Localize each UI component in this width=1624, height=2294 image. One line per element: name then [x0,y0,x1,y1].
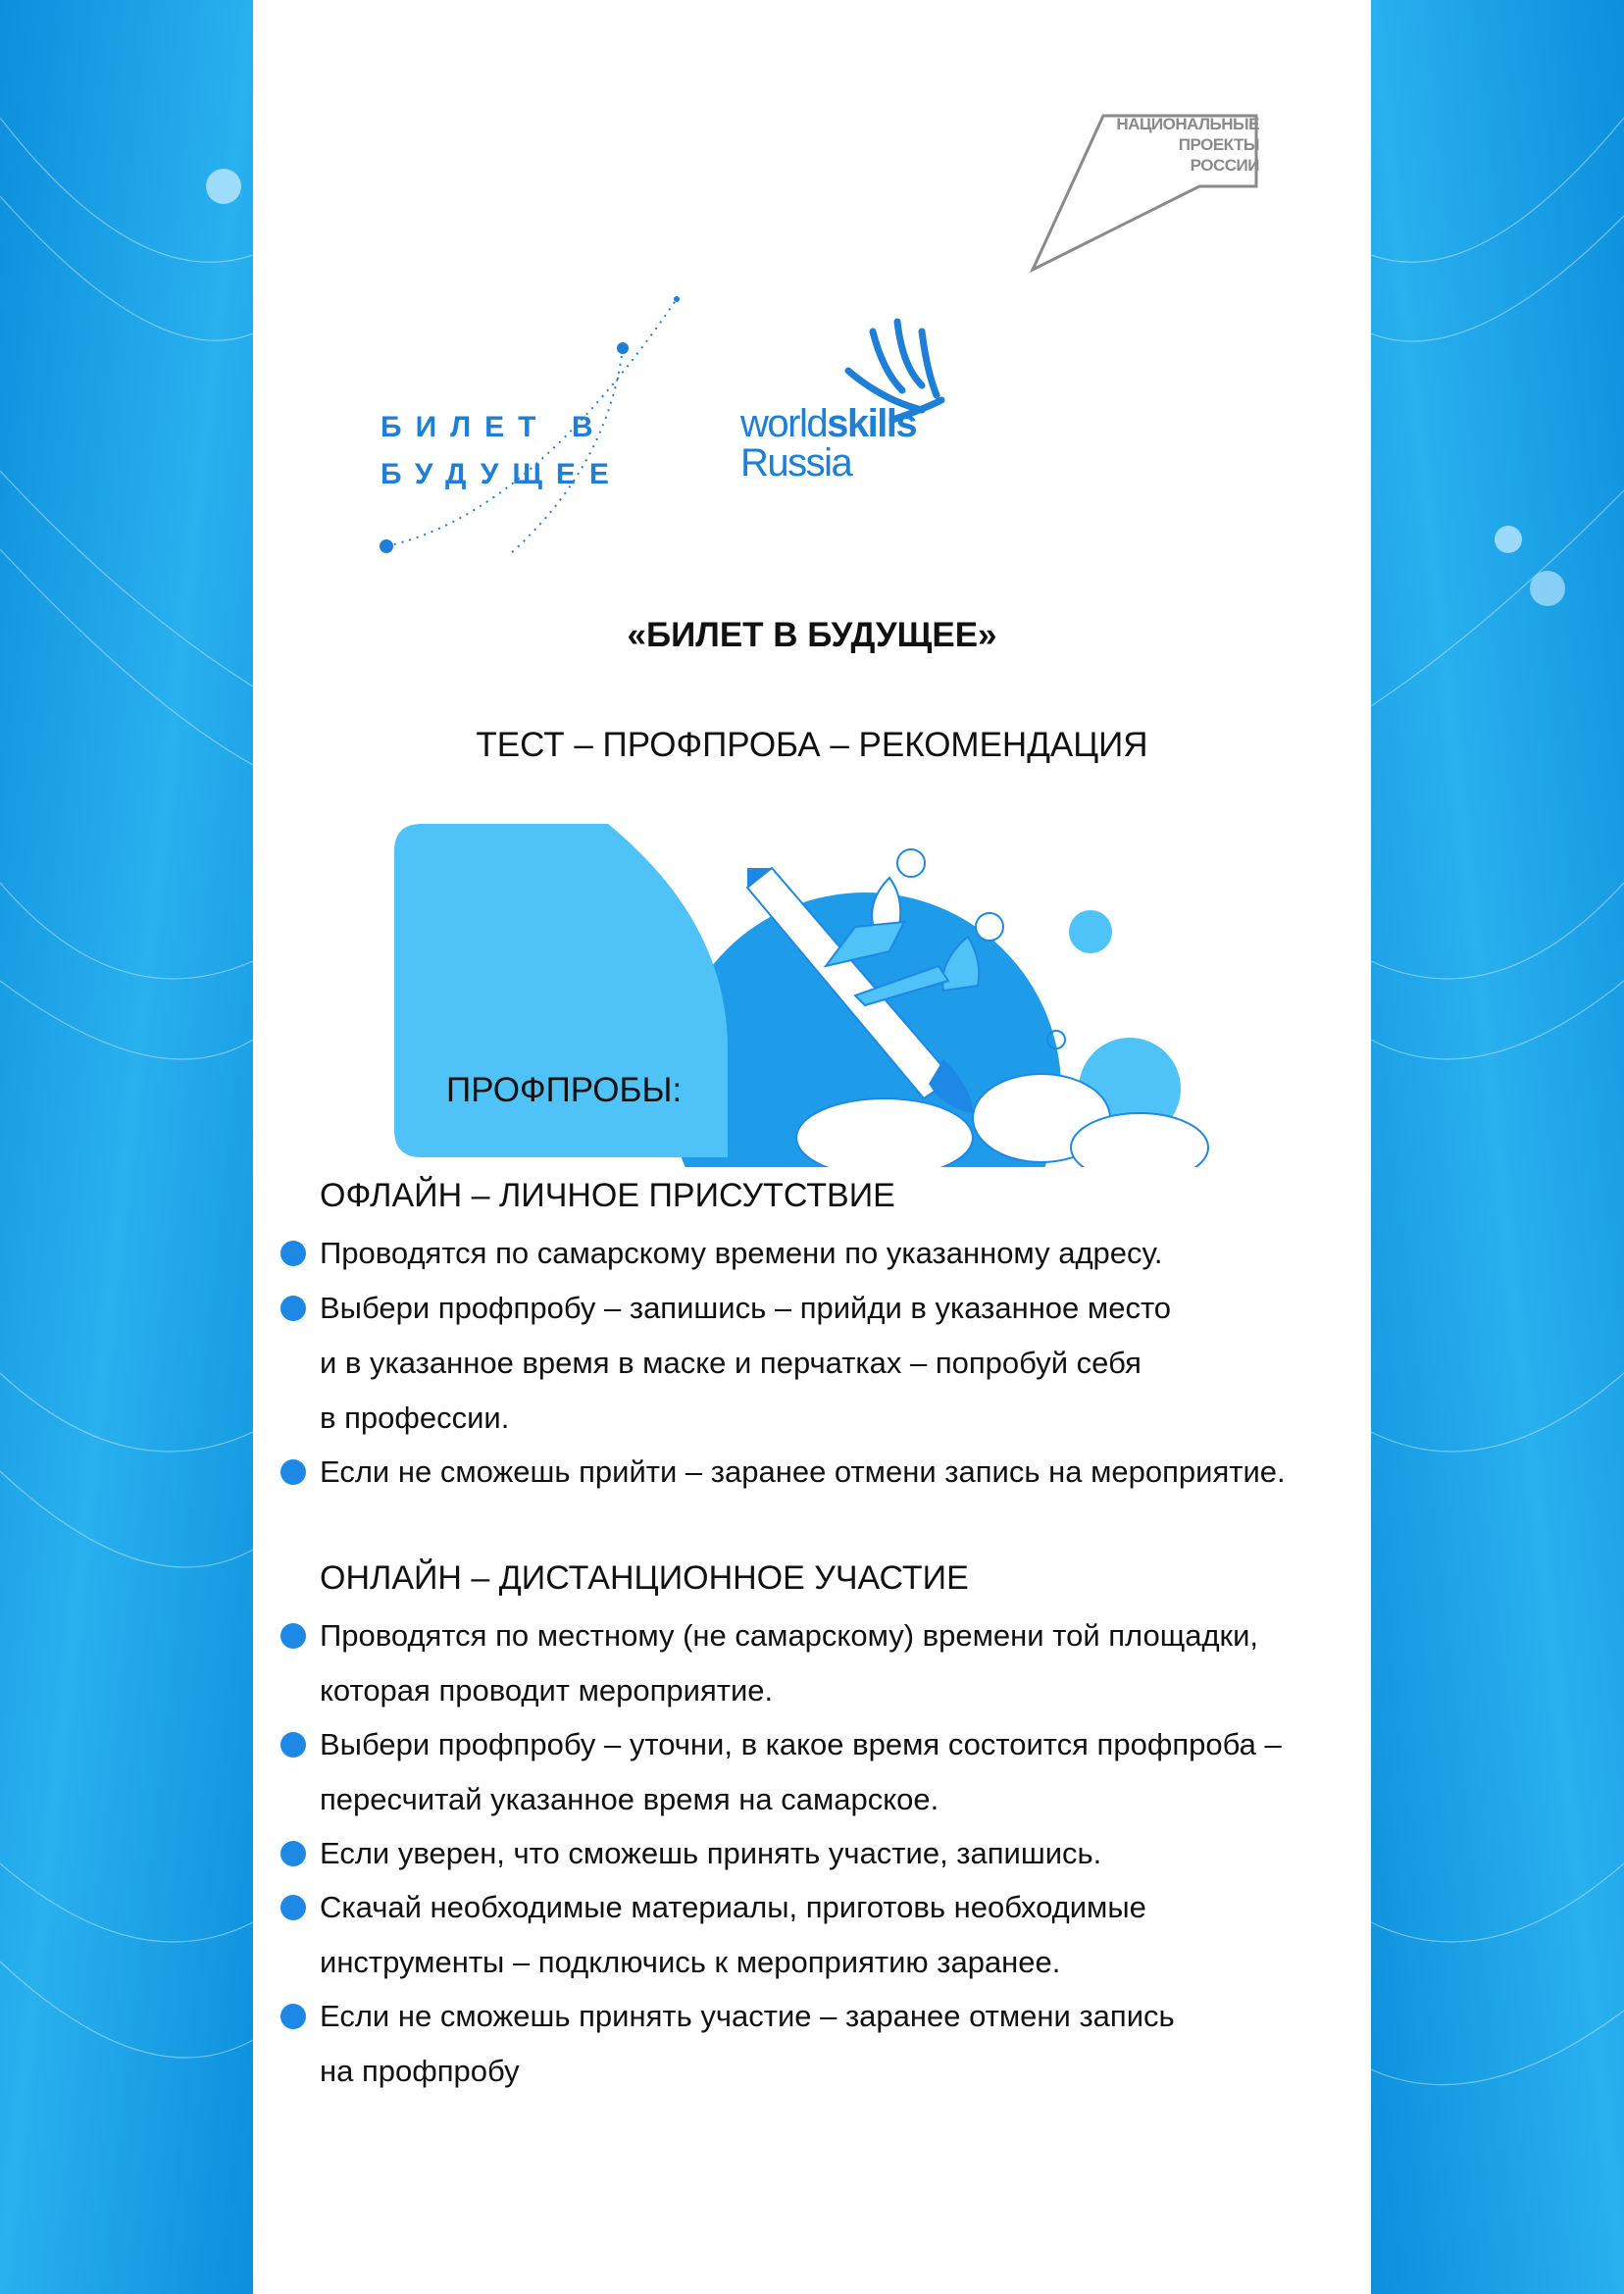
online-heading: ОНЛАЙН – ДИСТАНЦИОННОЕ УЧАСТИЕ [320,1559,969,1597]
bilet-v-budushchee-wordmark: БИЛЕТ В БУДУЩЕЕ [381,411,623,490]
card-label: ПРОФПРОБЫ: [446,1071,683,1109]
bullet-dot [280,1732,306,1758]
online-item-4: Скачай необходимые материалы, приготовь необходимые инструменты – подключись к мероприятию заранее. [320,1890,1146,1979]
offline-item-2: Выбери профпробу – запишись – прийди в указанное место и в указанное время в маске и перчатках – попробуй себя в профессии. [320,1291,1172,1435]
bullet-dot [280,1841,306,1866]
online-item-2: Выбери профпробу – уточни, в какое время состоится профпроба – пересчитай указанное время на самарское. [320,1727,1282,1816]
profproby-illustration [394,824,1228,1167]
national-projects-text: НАЦИОНАЛЬНЫЕ ПРОЕКТЫ РОССИИ [1116,115,1259,175]
worldskills-wordmark: worldskills Russia [740,402,917,484]
bullet-dot [280,1296,306,1321]
offline-item-1: Проводятся по самарскому времени по указанному адресу. [320,1236,1163,1270]
bullet-dot [280,1895,306,1920]
offline-item-3: Если не сможешь прийти – заранее отмени запись на мероприятие. [320,1454,1286,1489]
bullet-dot [280,1241,306,1266]
offline-heading: ОФЛАЙН – ЛИЧНОЕ ПРИСУТСТВИЕ [320,1177,895,1214]
bullet-dot [280,1459,306,1485]
online-item-3: Если уверен, что сможешь принять участие, запишись. [320,1836,1102,1870]
page-subtitle: ТЕСТ – ПРОФПРОБА – РЕКОМЕНДАЦИЯ [476,726,1148,764]
online-item-1: Проводятся по местному (не самарскому) времени той площадки, которая проводит мероприятие. [320,1618,1259,1708]
bullet-dot [280,1623,306,1649]
right-decorative-band [1371,0,1624,2294]
online-item-5: Если не сможешь принять участие – заранее отмени запись на профпробу [320,1999,1175,2088]
page-title: «БИЛЕТ В БУДУЩЕЕ» [627,616,997,654]
bullet-dot [280,2004,306,2029]
left-decorative-band [0,0,253,2294]
